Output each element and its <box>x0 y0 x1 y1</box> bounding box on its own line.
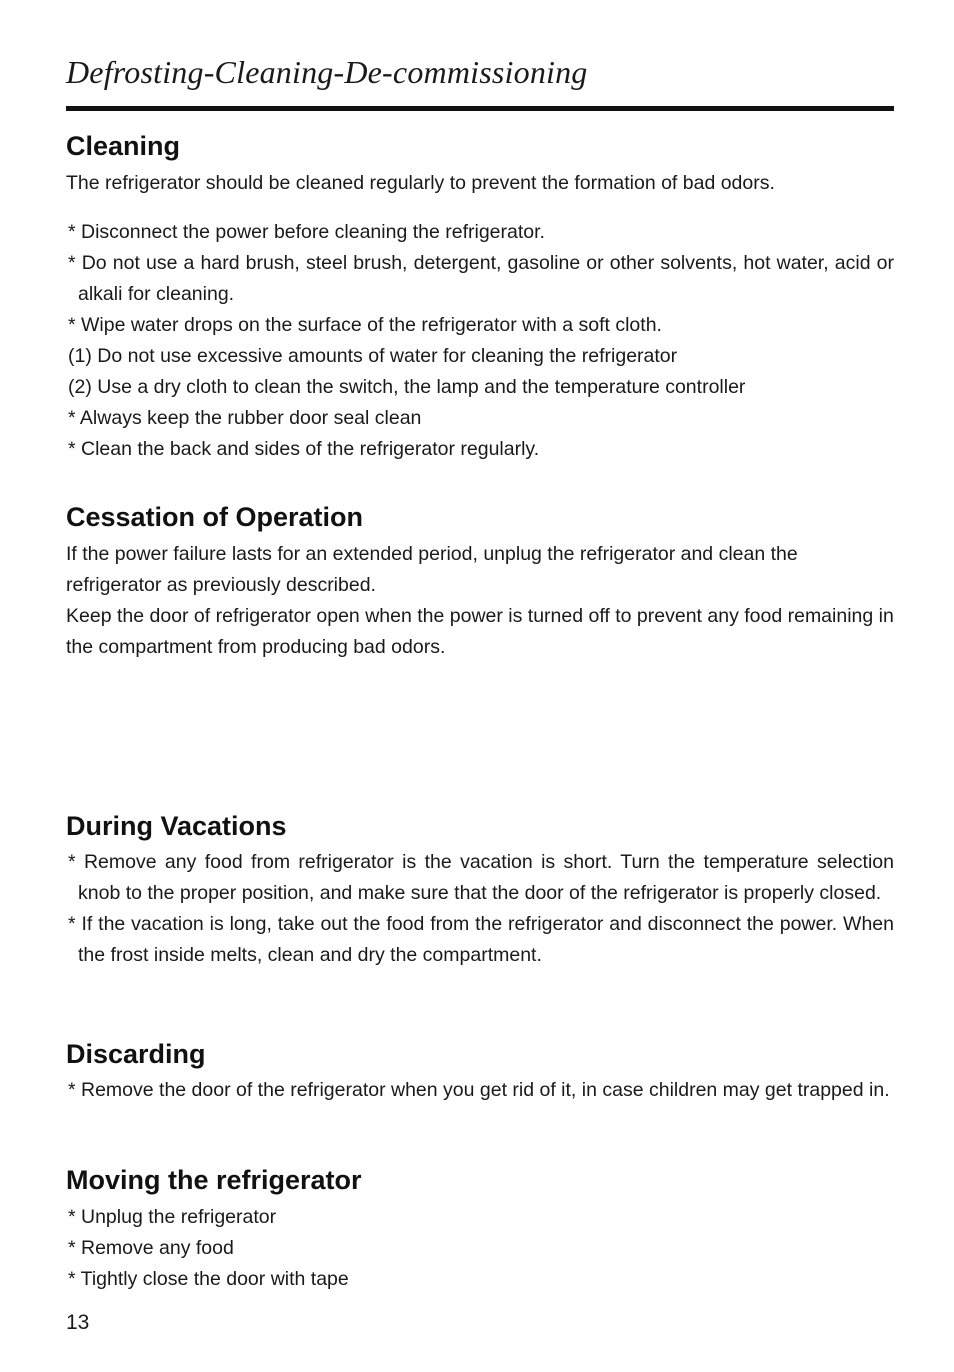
list-item: * Clean the back and sides of the refrigerator regularly. <box>68 438 540 460</box>
list-item: * Do not use a hard brush, steel brush, detergent, gasoline or other solvents, hot water, acid or alkali for cleaning. <box>68 252 894 305</box>
title-rule <box>66 106 894 111</box>
list-item: * Remove the door of the refrigerator when you get rid of it, in case children may get trapped in. <box>68 1079 890 1101</box>
page-number: 13 <box>66 1311 90 1334</box>
list-item: * Unplug the refrigerator <box>68 1206 277 1228</box>
discarding-heading: Discarding <box>66 1039 206 1069</box>
vacations-list <box>68 847 894 971</box>
list-item: * Wipe water drops on the surface of the refrigerator with a soft cloth. <box>68 314 662 336</box>
cleaning-intro: The refrigerator should be cleaned regularly to prevent the formation of bad odors. <box>66 172 775 194</box>
discarding-list <box>68 1075 894 1106</box>
list-item: (1) Do not use excessive amounts of water for cleaning the refrigerator <box>68 345 678 367</box>
list-item: * Tightly close the door with tape <box>68 1268 349 1290</box>
list-item: * Always keep the rubber door seal clean <box>68 407 422 429</box>
moving-list <box>68 1202 894 1295</box>
cessation-paragraph: Keep the door of refrigerator open when the power is turned off to prevent any food remaining in the compartment from producing bad odors. <box>66 605 894 658</box>
moving-heading: Moving the refrigerator <box>66 1165 362 1195</box>
cessation-heading: Cessation of Operation <box>66 502 364 532</box>
list-item: (2) Use a dry cloth to clean the switch, the lamp and the temperature controller <box>68 376 746 398</box>
vacations-heading: During Vacations <box>66 811 287 841</box>
list-item: * If the vacation is long, take out the food from the refrigerator and disconnect the power. When the frost inside melts, clean and dry the compartment. <box>68 913 894 966</box>
page-title: Defrosting-Cleaning-De-commissioning <box>66 54 588 90</box>
cleaning-heading: Cleaning <box>66 131 181 161</box>
list-item: * Remove any food <box>68 1237 234 1259</box>
list-item: * Disconnect the power before cleaning the refrigerator. <box>68 221 545 243</box>
list-item: * Remove any food from refrigerator is the vacation is short. Turn the temperature selection knob to the proper position, and make sure that the door of the refrigerator is properly closed. <box>68 851 894 904</box>
cleaning-list <box>68 217 894 465</box>
cessation-paragraph: If the power failure lasts for an extended period, unplug the refrigerator and clean the refrigerator as previously described. <box>66 543 798 596</box>
